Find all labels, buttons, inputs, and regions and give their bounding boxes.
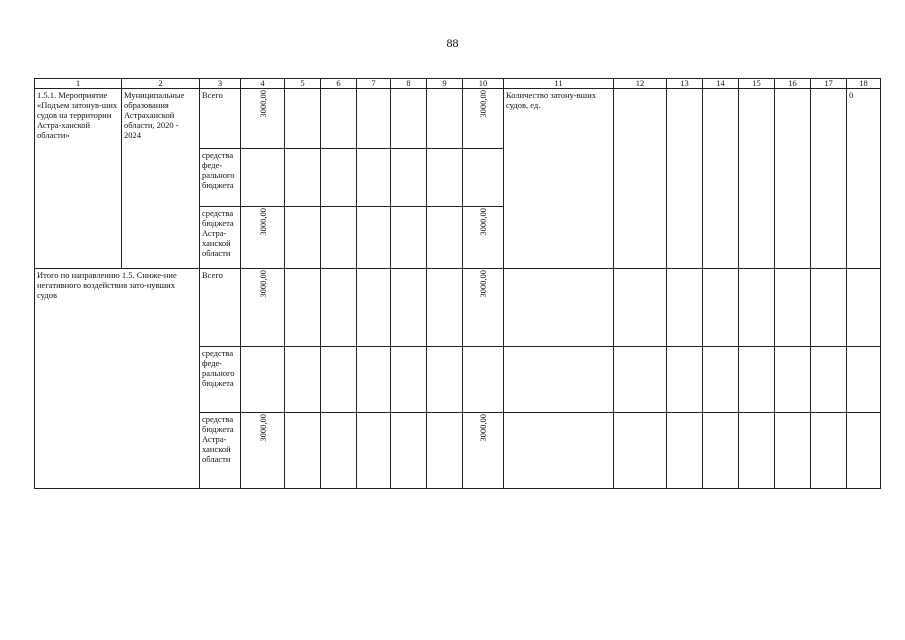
column-number: 15	[739, 79, 775, 89]
amount-value: 3000,00	[257, 90, 268, 118]
empty-cell	[847, 413, 881, 489]
empty-cell	[667, 347, 703, 413]
empty-cell	[614, 89, 667, 269]
source-label: средства бюджета Астра-ханской области	[200, 413, 241, 489]
page-number: 88	[446, 36, 459, 50]
empty-cell	[391, 149, 427, 207]
column-number: 11	[504, 79, 614, 89]
empty-cell	[285, 207, 321, 269]
empty-cell	[504, 347, 614, 413]
empty-cell	[739, 269, 775, 347]
empty-cell	[504, 413, 614, 489]
column-number: 8	[391, 79, 427, 89]
source-label: Всего	[200, 269, 241, 347]
empty-cell	[285, 269, 321, 347]
column-number: 14	[703, 79, 739, 89]
column-number: 2	[122, 79, 200, 89]
source-label: средства бюджета Астра-ханской области	[200, 207, 241, 269]
amount-value: 3000,00	[478, 208, 488, 236]
column-number: 12	[614, 79, 667, 89]
column-number: 13	[667, 79, 703, 89]
empty-cell	[775, 269, 811, 347]
amount-value: 3000,00	[257, 270, 268, 298]
empty-cell	[357, 413, 391, 489]
empty-cell	[285, 347, 321, 413]
empty-cell	[321, 149, 357, 207]
amount-cell	[241, 89, 285, 149]
column-number: 4	[241, 79, 285, 89]
empty-cell	[703, 89, 739, 269]
empty-cell	[614, 347, 667, 413]
empty-cell	[811, 89, 847, 269]
empty-cell	[739, 89, 775, 269]
empty-cell	[285, 413, 321, 489]
event-executor: Муниципальные образования Астраханской области, 2020 - 2024	[122, 89, 200, 269]
source-label: средства феде-рального бюджета	[200, 347, 241, 413]
empty-cell	[391, 89, 427, 149]
event-row-all	[35, 89, 881, 149]
empty-cell	[241, 347, 285, 413]
column-number: 1	[35, 79, 122, 89]
column-number: 3	[200, 79, 241, 89]
empty-cell	[321, 89, 357, 149]
amount-cell	[463, 269, 504, 347]
empty-cell	[357, 89, 391, 149]
amount-value: 3000,00	[257, 414, 268, 442]
empty-cell	[847, 269, 881, 347]
empty-cell	[321, 413, 357, 489]
empty-cell	[463, 149, 504, 207]
empty-cell	[391, 207, 427, 269]
empty-cell	[614, 269, 667, 347]
empty-cell	[285, 89, 321, 149]
empty-cell	[667, 269, 703, 347]
event-indicator: Количество затону-вших судов, ед.	[504, 89, 614, 269]
total-row-all	[35, 269, 881, 347]
empty-cell	[285, 149, 321, 207]
empty-cell	[321, 269, 357, 347]
column-number: 18	[847, 79, 881, 89]
empty-cell	[321, 347, 357, 413]
column-number: 9	[427, 79, 463, 89]
empty-cell	[739, 347, 775, 413]
empty-cell	[391, 347, 427, 413]
empty-cell	[847, 347, 881, 413]
empty-cell	[427, 413, 463, 489]
empty-cell	[811, 413, 847, 489]
amount-cell	[241, 269, 285, 347]
empty-cell	[775, 89, 811, 269]
amount-cell	[241, 207, 285, 269]
empty-cell	[775, 413, 811, 489]
column-number: 5	[285, 79, 321, 89]
amount-value: 3000,00	[478, 270, 488, 298]
empty-cell	[391, 269, 427, 347]
total-label: Итого по направлению 1.5. Сниже-ние негативного воздействия зато-нувших судов	[35, 269, 200, 489]
column-number: 16	[775, 79, 811, 89]
empty-cell	[703, 413, 739, 489]
empty-cell	[427, 347, 463, 413]
column-number: 6	[321, 79, 357, 89]
indicator-value: 0	[847, 89, 881, 269]
empty-cell	[357, 347, 391, 413]
empty-cell	[427, 89, 463, 149]
empty-cell	[391, 413, 427, 489]
column-number-row	[35, 79, 881, 89]
empty-cell	[357, 269, 391, 347]
empty-cell	[739, 413, 775, 489]
empty-cell	[427, 149, 463, 207]
empty-cell	[321, 207, 357, 269]
column-number: 10	[463, 79, 504, 89]
amount-value: 3000,00	[478, 414, 488, 442]
amount-cell	[241, 413, 285, 489]
amount-value: 3000,00	[257, 208, 268, 236]
column-number: 17	[811, 79, 847, 89]
empty-cell	[811, 269, 847, 347]
empty-cell	[357, 207, 391, 269]
column-number: 7	[357, 79, 391, 89]
empty-cell	[463, 347, 504, 413]
amount-cell	[463, 413, 504, 489]
empty-cell	[811, 347, 847, 413]
empty-cell	[357, 149, 391, 207]
empty-cell	[703, 347, 739, 413]
empty-cell	[241, 149, 285, 207]
empty-cell	[427, 207, 463, 269]
empty-cell	[427, 269, 463, 347]
source-label: Всего	[200, 89, 241, 149]
amount-cell	[463, 89, 504, 149]
amount-cell	[463, 207, 504, 269]
empty-cell	[667, 89, 703, 269]
empty-cell	[667, 413, 703, 489]
event-name: 1.5.1. Мероприятие «Подъем затонув-ших судов на территории Астра-ханской области»	[35, 89, 122, 269]
empty-cell	[504, 269, 614, 347]
budget-table	[34, 78, 881, 489]
source-label: средства феде-рального бюджета	[200, 149, 241, 207]
amount-value: 3000,00	[478, 90, 488, 118]
empty-cell	[703, 269, 739, 347]
empty-cell	[614, 413, 667, 489]
empty-cell	[775, 347, 811, 413]
